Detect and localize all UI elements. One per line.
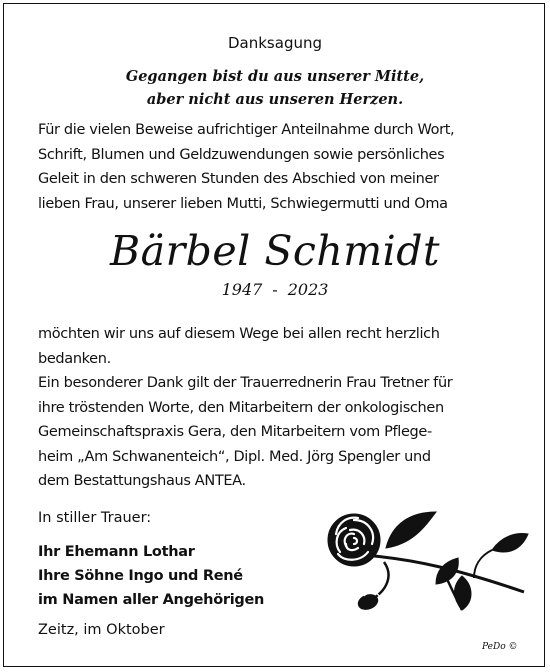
- quote-line: aber nicht aus unseren Herzen.: [146, 91, 404, 108]
- rose-with-leaves-icon: [324, 506, 530, 618]
- text-line: möchten wir uns auf diesem Wege bei allen recht herzlich: [38, 326, 440, 342]
- deceased-name: Bärbel Schmidt: [110, 227, 440, 275]
- text-line: bedanken.: [38, 350, 111, 367]
- text-line: ihre tröstenden Worte, den Mitarbeitern der onkologischen: [38, 399, 444, 416]
- text-line: Schrift, Blumen und Geldzuwendungen sowie persönliches: [38, 146, 445, 163]
- mourning-label: In stiller Trauer:: [38, 510, 152, 526]
- text-line: lieben Frau, unserer lieben Mutti, Schwiegermutti und Oma: [38, 195, 448, 212]
- text-line: Gemeinschaftspraxis Gera, den Mitarbeitern vom Pflege-: [38, 424, 432, 440]
- text-line: heim „Am Schwanenteich“, Dipl. Med. Jörg Spengler und: [38, 448, 431, 465]
- birth-year: 1947: [221, 280, 263, 299]
- date-separator: -: [272, 280, 278, 299]
- life-dates: [0, 280, 550, 299]
- thanks-paragraph: [38, 322, 528, 494]
- signatures: [38, 540, 264, 612]
- copyright-mark: PeDo ©: [482, 642, 518, 652]
- text-line: dem Bestattungshaus ANTEA.: [38, 473, 246, 489]
- death-year: 2023: [287, 280, 329, 299]
- signature-line: Ihre Söhne Ingo und René: [38, 568, 243, 584]
- signature-line: Ihr Ehemann Lothar: [38, 544, 195, 560]
- notice-heading: Danksagung: [228, 34, 322, 52]
- intro-paragraph: [38, 118, 528, 216]
- memorial-quote: [0, 65, 550, 111]
- text-line: Für die vielen Beweise aufrichtiger Anteilnahme durch Wort,: [38, 122, 455, 138]
- text-line: Geleit in den schweren Stunden des Abschied von meiner: [38, 171, 439, 187]
- place-date: Zeitz, im Oktober: [38, 622, 165, 638]
- quote-line: Gegangen bist du aus unserer Mitte,: [125, 68, 425, 85]
- text-line: Ein besonderer Dank gilt der Trauerrednerin Frau Tretner für: [38, 375, 453, 391]
- signature-line: im Namen aller Angehörigen: [38, 592, 265, 608]
